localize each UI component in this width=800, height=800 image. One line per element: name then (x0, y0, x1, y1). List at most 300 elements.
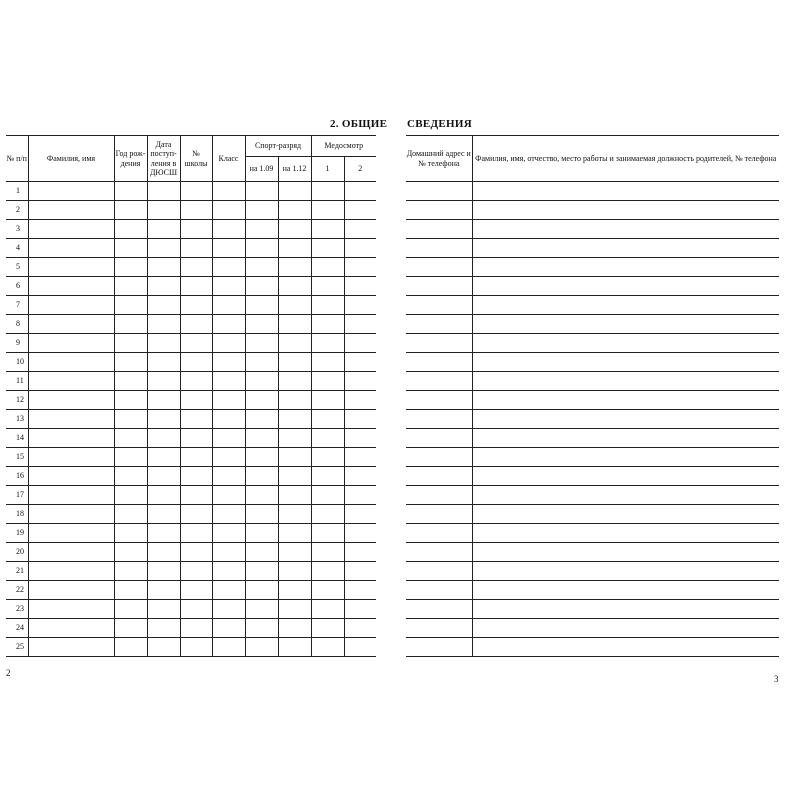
table-cell[interactable] (406, 505, 472, 524)
header-num: № п/п (6, 136, 28, 182)
right-page (400, 0, 800, 800)
table-cell[interactable] (28, 296, 114, 315)
table-cell[interactable] (344, 258, 376, 277)
table-cell[interactable] (311, 467, 344, 486)
table-cell[interactable] (406, 315, 472, 334)
table-cell[interactable] (114, 543, 147, 562)
table-cell[interactable] (147, 543, 180, 562)
table-cell[interactable] (245, 201, 278, 220)
table-cell[interactable] (180, 486, 212, 505)
table-cell[interactable] (344, 353, 376, 372)
table-cell[interactable] (472, 258, 779, 277)
table-cell[interactable] (344, 486, 376, 505)
table-cell[interactable] (28, 239, 114, 258)
table-cell[interactable] (406, 524, 472, 543)
table-cell[interactable] (311, 296, 344, 315)
table-cell[interactable] (180, 448, 212, 467)
header-sport-rank: Спорт-разряд (245, 136, 311, 157)
table-cell[interactable] (278, 486, 311, 505)
table-cell[interactable] (28, 410, 114, 429)
table-cell[interactable] (311, 258, 344, 277)
header-admission-date: Дата поступ-ления в ДЮСШ (147, 136, 180, 182)
table-cell[interactable] (28, 201, 114, 220)
table-cell[interactable] (472, 486, 779, 505)
table-cell[interactable] (406, 258, 472, 277)
table-cell[interactable] (147, 562, 180, 581)
table-cell[interactable] (114, 562, 147, 581)
table-cell[interactable] (114, 600, 147, 619)
table-cell[interactable] (28, 562, 114, 581)
table-cell[interactable] (344, 410, 376, 429)
table-cell[interactable] (180, 467, 212, 486)
table-cell[interactable] (344, 239, 376, 258)
table-cell[interactable] (311, 277, 344, 296)
table-cell[interactable] (278, 220, 311, 239)
table-cell[interactable] (344, 543, 376, 562)
table-cell[interactable] (472, 182, 779, 201)
table-cell[interactable] (278, 562, 311, 581)
table-cell[interactable] (212, 353, 245, 372)
table-cell[interactable] (406, 277, 472, 296)
table-cell[interactable] (245, 638, 278, 657)
table-cell[interactable] (180, 638, 212, 657)
table-cell[interactable] (245, 391, 278, 410)
table-cell[interactable] (472, 562, 779, 581)
table-cell[interactable] (114, 391, 147, 410)
table-cell[interactable] (278, 277, 311, 296)
table-cell[interactable] (147, 524, 180, 543)
table-cell[interactable] (311, 239, 344, 258)
table-cell[interactable] (406, 353, 472, 372)
table-cell[interactable] (344, 505, 376, 524)
table-row (6, 600, 376, 619)
table-cell[interactable] (245, 486, 278, 505)
table-cell[interactable] (147, 505, 180, 524)
table-cell[interactable] (147, 448, 180, 467)
table-cell[interactable] (278, 410, 311, 429)
table-cell[interactable] (472, 201, 779, 220)
table-cell[interactable] (344, 201, 376, 220)
table-cell[interactable] (28, 543, 114, 562)
table-cell[interactable] (311, 600, 344, 619)
table-cell[interactable] (28, 486, 114, 505)
table-cell[interactable] (212, 429, 245, 448)
table-cell[interactable] (114, 467, 147, 486)
table-cell[interactable] (180, 410, 212, 429)
table-cell[interactable] (28, 448, 114, 467)
table-cell[interactable] (344, 277, 376, 296)
table-cell[interactable] (28, 505, 114, 524)
table-cell[interactable] (278, 182, 311, 201)
table-cell[interactable] (245, 410, 278, 429)
table-cell[interactable] (147, 201, 180, 220)
table-cell[interactable] (28, 353, 114, 372)
table-cell[interactable] (311, 201, 344, 220)
table-cell[interactable] (180, 429, 212, 448)
table-cell[interactable] (28, 334, 114, 353)
table-cell[interactable] (147, 315, 180, 334)
table-cell[interactable] (147, 619, 180, 638)
table-cell[interactable] (311, 372, 344, 391)
table-cell[interactable] (311, 543, 344, 562)
table-cell[interactable] (114, 581, 147, 600)
table-cell[interactable] (245, 220, 278, 239)
table-cell[interactable] (28, 182, 114, 201)
table-cell[interactable] (311, 562, 344, 581)
table-cell[interactable] (180, 182, 212, 201)
table-cell[interactable] (311, 448, 344, 467)
table-cell[interactable] (212, 277, 245, 296)
table-cell[interactable] (472, 239, 779, 258)
table-cell[interactable] (472, 220, 779, 239)
table-cell[interactable] (472, 619, 779, 638)
table-cell[interactable] (406, 486, 472, 505)
table-cell[interactable] (472, 334, 779, 353)
table-cell[interactable] (278, 258, 311, 277)
table-cell[interactable] (212, 296, 245, 315)
table-row (406, 562, 779, 581)
table-cell[interactable] (114, 429, 147, 448)
table-cell[interactable] (180, 505, 212, 524)
table-cell[interactable] (180, 581, 212, 600)
table-cell[interactable] (278, 543, 311, 562)
table-cell[interactable] (472, 296, 779, 315)
table-cell[interactable] (245, 448, 278, 467)
table-cell[interactable] (278, 505, 311, 524)
table-cell[interactable] (311, 581, 344, 600)
table-cell[interactable] (212, 543, 245, 562)
table-cell[interactable] (180, 543, 212, 562)
table-cell[interactable] (344, 334, 376, 353)
table-row (406, 467, 779, 486)
table-cell[interactable] (406, 296, 472, 315)
table-cell[interactable] (278, 353, 311, 372)
table-cell[interactable] (245, 239, 278, 258)
table-cell[interactable] (278, 239, 311, 258)
table-cell[interactable] (147, 277, 180, 296)
table-cell[interactable] (344, 372, 376, 391)
table-cell[interactable] (245, 258, 278, 277)
table-cell[interactable] (278, 524, 311, 543)
table-cell[interactable] (180, 353, 212, 372)
table-cell[interactable] (245, 467, 278, 486)
table-cell[interactable] (212, 600, 245, 619)
table-cell[interactable] (406, 410, 472, 429)
table-cell[interactable] (212, 315, 245, 334)
table-cell[interactable] (311, 619, 344, 638)
table-cell[interactable] (212, 638, 245, 657)
table-cell[interactable] (147, 429, 180, 448)
row-number: 1 (6, 182, 28, 201)
table-cell[interactable] (245, 334, 278, 353)
table-row (6, 277, 376, 296)
table-row (6, 372, 376, 391)
members-table-body (6, 182, 376, 657)
table-cell[interactable] (344, 524, 376, 543)
table-row (6, 315, 376, 334)
table-cell[interactable] (344, 600, 376, 619)
table-cell[interactable] (245, 600, 278, 619)
table-cell[interactable] (147, 220, 180, 239)
table-cell[interactable] (114, 372, 147, 391)
table-cell[interactable] (406, 334, 472, 353)
table-cell[interactable] (245, 524, 278, 543)
table-cell[interactable] (180, 334, 212, 353)
table-cell[interactable] (311, 353, 344, 372)
table-cell[interactable] (245, 543, 278, 562)
table-cell[interactable] (212, 258, 245, 277)
table-cell[interactable] (212, 391, 245, 410)
table-cell[interactable] (406, 619, 472, 638)
table-cell[interactable] (147, 391, 180, 410)
table-cell[interactable] (212, 182, 245, 201)
table-cell[interactable] (344, 429, 376, 448)
table-cell[interactable] (28, 429, 114, 448)
table-cell[interactable] (147, 486, 180, 505)
table-cell[interactable] (147, 353, 180, 372)
table-cell[interactable] (245, 353, 278, 372)
table-cell[interactable] (147, 334, 180, 353)
table-row (6, 638, 376, 657)
table-cell[interactable] (28, 315, 114, 334)
table-cell[interactable] (311, 505, 344, 524)
table-cell[interactable] (212, 410, 245, 429)
table-cell[interactable] (180, 562, 212, 581)
table-cell[interactable] (212, 524, 245, 543)
table-cell[interactable] (114, 258, 147, 277)
table-cell[interactable] (472, 467, 779, 486)
table-cell[interactable] (406, 638, 472, 657)
page-number-left: 2 (6, 668, 11, 678)
table-cell[interactable] (114, 448, 147, 467)
table-cell[interactable] (245, 182, 278, 201)
table-cell[interactable] (406, 467, 472, 486)
table-cell[interactable] (212, 486, 245, 505)
table-cell[interactable] (28, 619, 114, 638)
table-cell[interactable] (472, 315, 779, 334)
table-cell[interactable] (180, 296, 212, 315)
table-cell[interactable] (344, 562, 376, 581)
table-cell[interactable] (245, 429, 278, 448)
row-number: 17 (6, 486, 28, 505)
table-cell[interactable] (180, 315, 212, 334)
table-cell[interactable] (180, 220, 212, 239)
row-number: 10 (6, 353, 28, 372)
table-cell[interactable] (147, 258, 180, 277)
table-cell[interactable] (472, 429, 779, 448)
table-cell[interactable] (472, 372, 779, 391)
table-row (406, 448, 779, 467)
table-cell[interactable] (114, 524, 147, 543)
table-cell[interactable] (406, 239, 472, 258)
table-cell[interactable] (180, 258, 212, 277)
table-cell[interactable] (114, 334, 147, 353)
table-cell[interactable] (180, 201, 212, 220)
table-cell[interactable] (114, 220, 147, 239)
table-cell[interactable] (212, 201, 245, 220)
table-cell[interactable] (406, 391, 472, 410)
table-cell[interactable] (180, 239, 212, 258)
table-cell[interactable] (147, 410, 180, 429)
table-cell[interactable] (212, 562, 245, 581)
table-cell[interactable] (28, 258, 114, 277)
table-cell[interactable] (28, 524, 114, 543)
table-cell[interactable] (472, 353, 779, 372)
table-cell[interactable] (311, 334, 344, 353)
table-cell[interactable] (180, 277, 212, 296)
table-cell[interactable] (406, 581, 472, 600)
table-cell[interactable] (180, 619, 212, 638)
table-cell[interactable] (278, 581, 311, 600)
table-cell[interactable] (114, 182, 147, 201)
table-cell[interactable] (212, 239, 245, 258)
table-cell[interactable] (147, 239, 180, 258)
table-cell[interactable] (147, 467, 180, 486)
table-cell[interactable] (406, 448, 472, 467)
table-cell[interactable] (406, 562, 472, 581)
table-cell[interactable] (311, 182, 344, 201)
table-cell[interactable] (245, 562, 278, 581)
table-cell[interactable] (311, 638, 344, 657)
table-cell[interactable] (278, 619, 311, 638)
table-cell[interactable] (147, 182, 180, 201)
table-cell[interactable] (114, 315, 147, 334)
table-cell[interactable] (114, 353, 147, 372)
table-cell[interactable] (472, 543, 779, 562)
table-cell[interactable] (344, 448, 376, 467)
table-cell[interactable] (245, 296, 278, 315)
table-cell[interactable] (28, 581, 114, 600)
table-cell[interactable] (245, 372, 278, 391)
table-cell[interactable] (147, 581, 180, 600)
table-cell[interactable] (472, 410, 779, 429)
table-cell[interactable] (278, 201, 311, 220)
table-cell[interactable] (212, 467, 245, 486)
row-number: 9 (6, 334, 28, 353)
table-cell[interactable] (278, 448, 311, 467)
table-row (406, 296, 779, 315)
table-cell[interactable] (114, 486, 147, 505)
table-cell[interactable] (278, 429, 311, 448)
table-cell[interactable] (278, 372, 311, 391)
table-cell[interactable] (245, 581, 278, 600)
table-cell[interactable] (28, 220, 114, 239)
table-cell[interactable] (311, 220, 344, 239)
table-cell[interactable] (344, 296, 376, 315)
table-cell[interactable] (406, 182, 472, 201)
table-cell[interactable] (311, 315, 344, 334)
table-cell[interactable] (472, 391, 779, 410)
table-cell[interactable] (212, 505, 245, 524)
table-cell[interactable] (28, 372, 114, 391)
table-cell[interactable] (245, 315, 278, 334)
table-row (406, 201, 779, 220)
table-cell[interactable] (344, 638, 376, 657)
table-cell[interactable] (344, 619, 376, 638)
table-cell[interactable] (278, 315, 311, 334)
table-cell[interactable] (472, 600, 779, 619)
table-cell[interactable] (311, 391, 344, 410)
table-cell[interactable] (245, 619, 278, 638)
header-birth-year: Год рож-дения (114, 136, 147, 182)
table-cell[interactable] (472, 524, 779, 543)
table-cell[interactable] (406, 543, 472, 562)
table-cell[interactable] (114, 277, 147, 296)
table-cell[interactable] (212, 581, 245, 600)
table-cell[interactable] (278, 334, 311, 353)
table-cell[interactable] (472, 581, 779, 600)
table-cell[interactable] (147, 638, 180, 657)
table-cell[interactable] (147, 296, 180, 315)
table-cell[interactable] (406, 220, 472, 239)
table-cell[interactable] (278, 296, 311, 315)
table-cell[interactable] (406, 600, 472, 619)
table-cell[interactable] (245, 277, 278, 296)
table-cell[interactable] (472, 277, 779, 296)
table-cell[interactable] (278, 467, 311, 486)
table-cell[interactable] (311, 486, 344, 505)
table-cell[interactable] (278, 600, 311, 619)
table-cell[interactable] (212, 448, 245, 467)
table-cell[interactable] (212, 220, 245, 239)
table-cell[interactable] (472, 638, 779, 657)
table-cell[interactable] (406, 429, 472, 448)
table-cell[interactable] (114, 296, 147, 315)
table-cell[interactable] (114, 638, 147, 657)
table-cell[interactable] (472, 505, 779, 524)
table-cell[interactable] (212, 619, 245, 638)
table-cell[interactable] (344, 220, 376, 239)
table-cell[interactable] (311, 410, 344, 429)
table-cell[interactable] (406, 372, 472, 391)
table-cell[interactable] (212, 334, 245, 353)
table-cell[interactable] (472, 448, 779, 467)
table-cell[interactable] (180, 600, 212, 619)
table-cell[interactable] (114, 619, 147, 638)
table-cell[interactable] (212, 372, 245, 391)
table-cell[interactable] (180, 391, 212, 410)
row-number: 14 (6, 429, 28, 448)
table-cell[interactable] (278, 638, 311, 657)
table-cell[interactable] (344, 467, 376, 486)
table-cell[interactable] (180, 372, 212, 391)
table-cell[interactable] (28, 277, 114, 296)
table-cell[interactable] (114, 239, 147, 258)
table-cell[interactable] (114, 505, 147, 524)
table-cell[interactable] (28, 600, 114, 619)
table-cell[interactable] (311, 429, 344, 448)
table-cell[interactable] (344, 182, 376, 201)
table-cell[interactable] (278, 391, 311, 410)
table-cell[interactable] (406, 201, 472, 220)
table-cell[interactable] (114, 201, 147, 220)
table-cell[interactable] (147, 372, 180, 391)
table-cell[interactable] (344, 315, 376, 334)
table-cell[interactable] (180, 524, 212, 543)
table-row (406, 543, 779, 562)
table-cell[interactable] (311, 524, 344, 543)
table-cell[interactable] (344, 581, 376, 600)
table-cell[interactable] (245, 505, 278, 524)
header-school: № школы (180, 136, 212, 182)
table-cell[interactable] (28, 391, 114, 410)
table-cell[interactable] (147, 600, 180, 619)
table-cell[interactable] (344, 391, 376, 410)
section-title-right: СВЕДЕНИЯ (407, 118, 472, 130)
table-cell[interactable] (114, 410, 147, 429)
table-cell[interactable] (28, 467, 114, 486)
table-cell[interactable] (28, 638, 114, 657)
